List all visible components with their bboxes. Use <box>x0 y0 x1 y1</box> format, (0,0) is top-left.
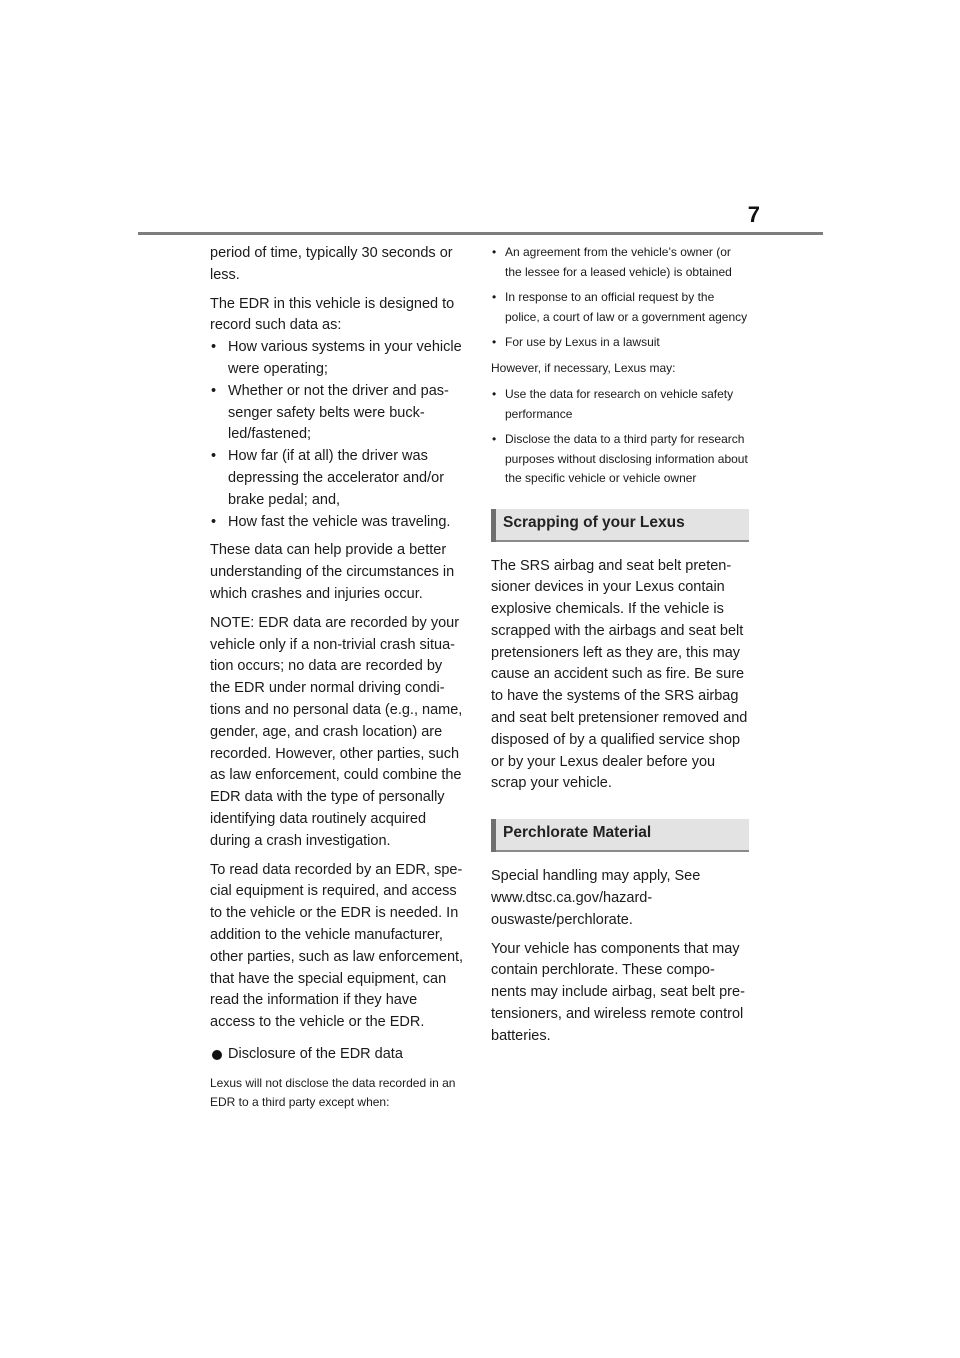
page-number: 7 <box>747 202 760 227</box>
paragraph-however: However, if necessary, Lexus may: <box>491 360 676 375</box>
list-item: • Disclose the data to a third party for research purposes without disclosing information about the specific vehicle or vehicle owner <box>491 430 749 489</box>
filled-circle-icon <box>212 1050 222 1060</box>
paragraph-edr-designed: The EDR in this vehicle is designed to record such data as: <box>210 295 455 334</box>
list-item: • Whether or not the driver and pas-senger safety belts were buck-led/fastened; <box>210 381 465 446</box>
subhead-disclosure <box>210 1044 465 1066</box>
list-item: • In response to an official request by the police, a court of law or a government agency <box>491 288 749 327</box>
paragraph-period: period of time, typically 30 seconds or less. <box>210 245 453 283</box>
list-item: • How various systems in your vehicle were operating; <box>210 337 465 381</box>
paragraph-components: Your vehicle has components that may contain perchlorate. These compo-nents may include airbag, seat belt pre-tensioners, and wireless remote control batteries. <box>491 940 745 1044</box>
list-item: • How fast the vehicle was traveling. <box>210 512 465 534</box>
paragraph-scrapping: The SRS airbag and seat belt preten-sioner devices in your Lexus contain explosive chemicals. If the vehicle is scrapped with the airbags and seat belt pretensioners left as they are, this may cause an accident such as fire. Be sure to have the systems of the SRS airbag and seat belt pretensioner removed and disposed of by a qualified service shop or by your Lexus dealer before you scrap your vehicle. <box>491 557 748 792</box>
list-item: • How far (if at all) the driver was depressing the accelerator and/or brake pedal; and, <box>210 446 465 511</box>
list-item: • Use the data for research on vehicle safety performance <box>491 385 749 424</box>
section-heading-perchlorate <box>491 819 749 852</box>
section-heading-scrapping <box>491 509 749 542</box>
except-list <box>491 243 749 353</box>
header-rule <box>138 232 823 235</box>
list-item: • For use by Lexus in a lawsuit <box>491 333 749 353</box>
left-column <box>210 243 465 1120</box>
subhead-label: Disclosure of the EDR data <box>228 1045 403 1062</box>
section-title: Scrapping of your Lexus <box>503 513 685 531</box>
record-list <box>210 337 465 533</box>
paragraph-read-data: To read data recorded by an EDR, spe-cial equipment is required, and access to the vehicle or the EDR is needed. In addition to the vehicle manufacturer, other parties, such as law enforcement, that have the special equipment, can read the information if they have access to the vehicle or the EDR. <box>210 861 464 1031</box>
list-item: • An agreement from the vehicle’s owner (or the lessee for a leased vehicle) is obtained <box>491 243 749 282</box>
may-list <box>491 385 749 489</box>
section-title: Perchlorate Material <box>503 824 652 842</box>
paragraph-special-handling: Special handling may apply, See www.dtsc.ca.gov/hazard-ouswaste/perchlorate. <box>491 868 701 928</box>
right-column <box>491 243 749 1055</box>
paragraph-data-help: These data can help provide a better understanding of the circumstances in which crashes and injuries occur. <box>210 542 455 602</box>
paragraph-note: NOTE: EDR data are recorded by your vehicle only if a non-trivial crash situa-tion occurs; no data are recorded by the EDR under normal driving condi-tions and no personal data (e.g., name, gender, age, and crash location) are recorded. However, other parties, such as law enforcement, could combine the EDR data with the type of personally identifying data routinely acquired during a crash investigation. <box>210 614 463 849</box>
paragraph-disclosure: Lexus will not disclose the data recorded in an EDR to a third party except when: <box>210 1075 456 1110</box>
